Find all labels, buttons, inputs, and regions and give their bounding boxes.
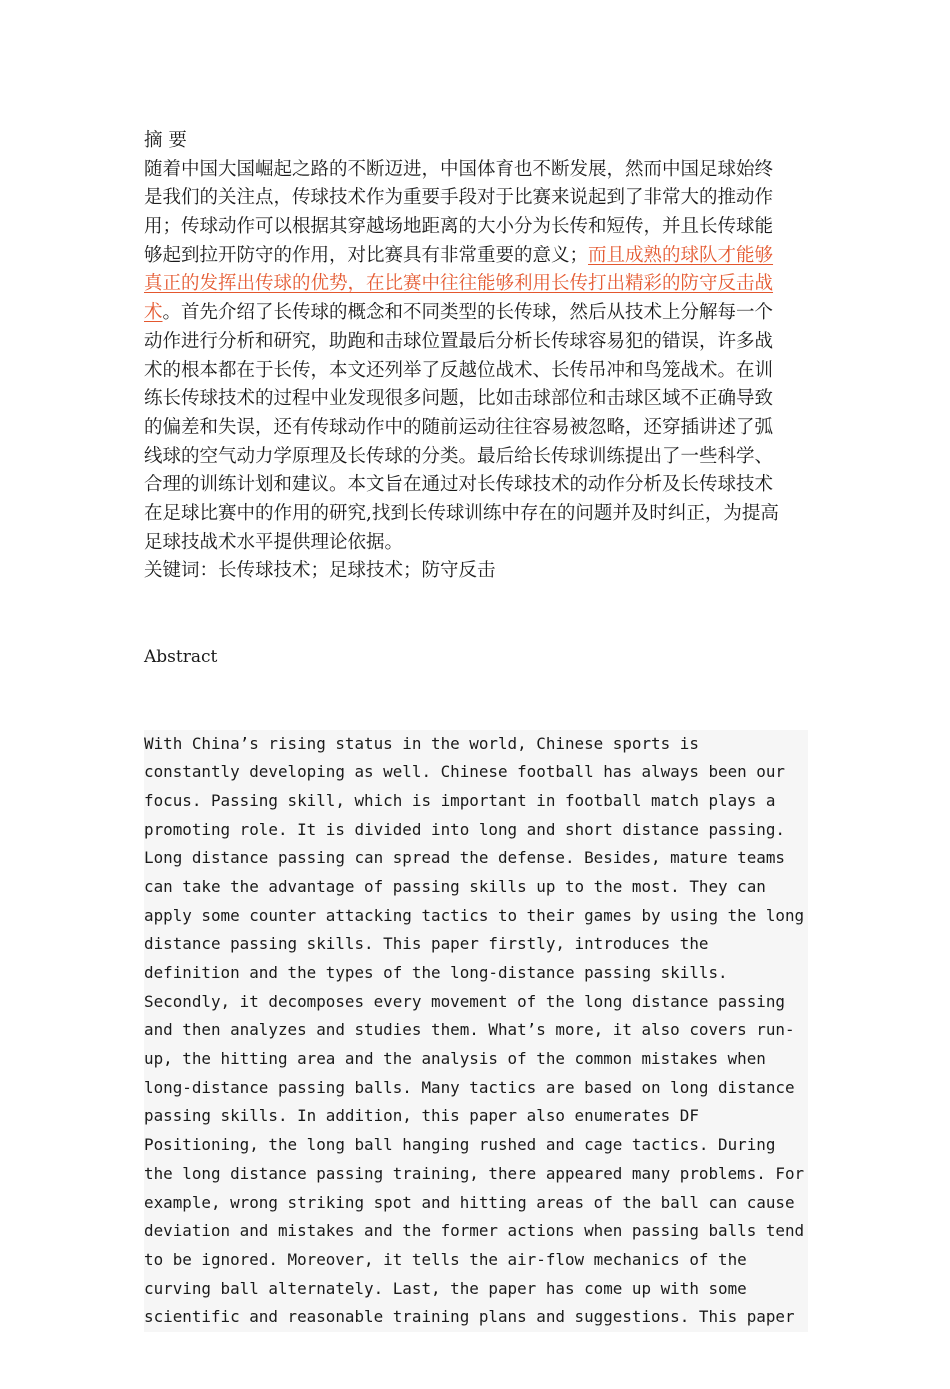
abstract-en-line: Positioning, the long ball hanging rushed and cage tactics. During — [144, 1131, 808, 1160]
abstract-cn-body — [144, 156, 808, 558]
abstract-en-line: scientific and reasonable training plans and suggestions. This paper — [144, 1303, 808, 1332]
abstract-cn-line — [144, 270, 808, 299]
line-text: 在足球比赛中的作用的研究,找到长传球训练中存在的问题并及时纠正，为提高 — [144, 502, 779, 524]
line-text: 练长传球技术的过程中业发现很多问题，比如击球部位和击球区域不正确导致 — [144, 388, 774, 410]
abstract-en-line: the long distance passing training, there appeared many problems. For — [144, 1160, 808, 1189]
abstract-en-line: up, the hitting area and the analysis of the common mistakes when — [144, 1045, 808, 1074]
abstract-en-section — [144, 586, 808, 1389]
abstract-cn-line — [144, 184, 808, 213]
abstract-en-line: passing skills. In addition, this paper also enumerates DF — [144, 1102, 808, 1131]
abstract-en-line: constantly developing as well. Chinese football has always been our — [144, 758, 808, 787]
line-text: 动作进行分析和研究，助跑和击球位置最后分析长传球容易犯的错误，许多战 — [144, 330, 774, 352]
abstract-cn-line — [144, 471, 808, 500]
abstract-cn-line — [144, 385, 808, 414]
highlighted-text: 而且成熟的球队才能够 — [588, 244, 774, 266]
abstract-en-heading: Abstract — [144, 647, 218, 668]
abstract-en-line: example, wrong striking spot and hitting areas of the ball can cause — [144, 1189, 808, 1218]
document-page — [144, 127, 808, 1389]
abstract-en-body — [144, 730, 808, 1332]
highlighted-text: 术 — [144, 302, 163, 324]
line-text: 线球的空气动力学原理及长传球的分类。最后给长传球训练提出了一些科学、 — [144, 445, 774, 467]
line-text: 。首先介绍了长传球的概念和不同类型的长传球，然后从技术上分解每一个 — [162, 302, 774, 324]
line-text: 的偏差和失误，还有传球动作中的随前运动往往容易被忽略，还穿插讲述了弧 — [144, 416, 774, 438]
line-text: 随着中国大国崛起之路的不断迈进，中国体育也不断发展，然而中国足球始终 — [144, 158, 774, 180]
abstract-en-line: deviation and mistakes and the former actions when passing balls tend — [144, 1217, 808, 1246]
abstract-en-line: Long distance passing can spread the defense. Besides, mature teams — [144, 844, 808, 873]
abstract-cn-line — [144, 529, 808, 558]
abstract-cn-line — [144, 242, 808, 271]
abstract-en-line: distance passing skills. This paper firstly, introduces the — [144, 930, 808, 959]
abstract-cn-section — [144, 127, 808, 586]
abstract-en-line: and then analyzes and studies them. What’s more, it also covers run- — [144, 1016, 808, 1045]
line-text: 合理的训练计划和建议。本文旨在通过对长传球技术的动作分析及长传球技术 — [144, 474, 774, 496]
abstract-en-line: apply some counter attacking tactics to their games by using the long — [144, 902, 808, 931]
line-text: 足球技战术水平提供理论依据。 — [144, 531, 404, 553]
line-text: 术的根本都在于长传，本文还列举了反越位战术、长传吊冲和鸟笼战术。在训 — [144, 359, 774, 381]
abstract-cn-line — [144, 328, 808, 357]
abstract-cn-line — [144, 213, 808, 242]
highlighted-text: 真正的发挥出传球的优势，在比赛中往往能够利用长传打出精彩的防守反击战 — [144, 273, 774, 295]
abstract-cn-line — [144, 156, 808, 185]
abstract-cn-line — [144, 299, 808, 328]
abstract-en-line: With China’s rising status in the world, Chinese sports is — [144, 730, 808, 759]
abstract-cn-line — [144, 500, 808, 529]
keywords-line: 关键词：长传球技术；足球技术；防守反击 — [144, 560, 496, 582]
line-text: 用；传球动作可以根据其穿越场地距离的大小分为长传和短传，并且长传球能 — [144, 216, 774, 238]
abstract-cn-line — [144, 443, 808, 472]
abstract-en-line: curving ball alternately. Last, the paper has come up with some — [144, 1275, 808, 1304]
abstract-cn-line — [144, 414, 808, 443]
abstract-cn-heading: 摘 要 — [144, 130, 187, 151]
abstract-en-line: long-distance passing balls. Many tactics are based on long distance — [144, 1074, 808, 1103]
abstract-en-line: promoting role. It is divided into long and short distance passing. — [144, 816, 808, 845]
abstract-en-line: definition and the types of the long-distance passing skills. — [144, 959, 808, 988]
abstract-en-line: to be ignored. Moreover, it tells the air-flow mechanics of the — [144, 1246, 808, 1275]
abstract-cn-line — [144, 357, 808, 386]
abstract-en-line: Secondly, it decomposes every movement of the long distance passing — [144, 988, 808, 1017]
abstract-en-line: can take the advantage of passing skills up to the most. They can — [144, 873, 808, 902]
line-text: 是我们的关注点，传球技术作为重要手段对于比赛来说起到了非常大的推动作 — [144, 187, 774, 209]
abstract-en-line: focus. Passing skill, which is important in football match plays a — [144, 787, 808, 816]
line-text: 够起到拉开防守的作用，对比赛具有非常重要的意义； — [144, 244, 589, 266]
